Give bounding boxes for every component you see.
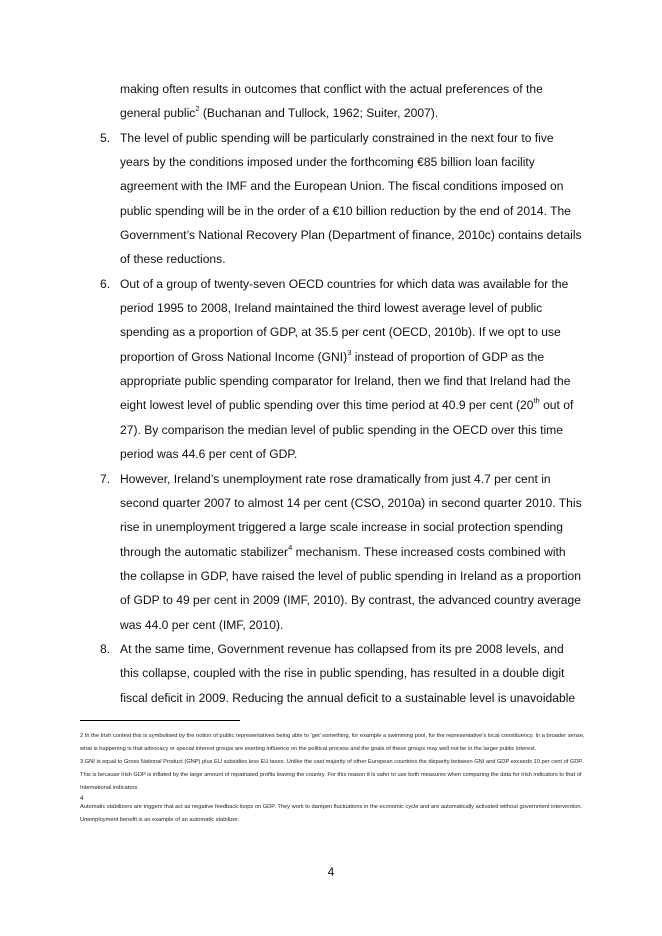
continuation-citation: (Buchanan and Tullock, 1962; Suiter, 2007). — [199, 106, 439, 121]
footnote-mark: 3 — [80, 759, 84, 765]
list-item-text: However, Ireland’s unemployment rate rose dramatically from just 4.7 per cent in second quarter 2007 to almost 14 per cent (CSO, 2010a) in second quarter 2010. This rise in unemployment triggered a large scale increase in social protection spending through the automatic stabilizer — [120, 471, 582, 559]
footnote-text: GNI is equal to Gross National Product (GNP) plus EU subsidies less EU taxes. Unlike the vast majority of other European countries the disparity between GNI and GDP exceeds 10 per cent of GDP. This is because Irish GDP is inflated by the large amount of repatriated profits leaving the country. For this reason it is safer to use both measures when comparing the data for Irish indicators to that of International indicators. — [80, 759, 584, 791]
list-number: 7. — [100, 471, 111, 486]
footnote-mark: 2 — [80, 733, 84, 739]
list-number: 5. — [100, 130, 111, 145]
footnote-4 — [80, 795, 586, 827]
continuation-paragraph — [120, 77, 582, 126]
list-item-5 — [100, 126, 582, 272]
footnote-text: Automatic stabilizers are triggers that act as negative feedback loops on GDP. They work to dampen fluctuations in the economic cycle and are automatically activated without government intervention. Unemployment benefit is an example of an automatic stabilizer. — [80, 804, 583, 823]
footnote-mark: 4 — [80, 795, 84, 802]
list-item-8 — [100, 637, 582, 710]
footnote-3 — [80, 756, 586, 795]
list-item-text: Out of a group of twenty-seven OECD countries for which data was available for the period 1995 to 2008, Ireland maintained the third lowest average level of public spending as a proportion of GDP, at 35.5 per cent (OECD, 2010b). If we opt to use proportion of Gross National Income (GNI) — [120, 276, 569, 364]
list-item-text: At the same time, Government revenue has collapsed from its pre 2008 levels, and this collapse, coupled with the rise in public spending, has resulted in a double digit fiscal deficit in 2009. Reducing the annual deficit to a sustainable level is unavoidable — [120, 641, 576, 705]
list-item-7 — [100, 467, 582, 637]
footnote-text: In the Irish context this is symbolised by the notion of public representatives being able to ‘get’ something, for example a swimming pool, for the representative’s local constituency. In a broader sense, what is happening is that advocacy or special interest groups are exerting influence on the political process and the goals of these groups may well not be in the larger public interest. — [80, 733, 585, 752]
continuation-text: making often results in outcomes that conflict with the actual preferences of the general public — [120, 82, 543, 121]
footnote-ref-4: 4 — [288, 542, 293, 552]
page-number: 4 — [327, 865, 335, 879]
footnotes — [80, 730, 586, 827]
footnote-2 — [80, 730, 586, 756]
body-text — [100, 77, 582, 710]
list-item-text: instead of proportion of GDP as the appropriate public spending comparator for Ireland, then we find that Ireland had the eight lowest level of public spending over this time period at 40.9 per cent (20 — [120, 349, 571, 413]
list-number: 6. — [100, 276, 111, 291]
ordinal-suffix: th — [533, 396, 540, 406]
list-item-text: The level of public spending will be particularly constrained in the next four to five years by the conditions imposed under the forthcoming €85 billion loan facility agreement with the IMF and the European Union. The fiscal conditions imposed on public spending will be in the order of a €10 billion reduction by the end of 2014. The Government’s National Recovery Plan (Department of finance, 2010c) contains details of these reductions. — [120, 130, 582, 267]
list-item-text: out of 27). By comparison the median level of public spending in the OECD over this time period was 44.6 per cent of GDP. — [120, 398, 574, 462]
footnote-ref-2: 2 — [195, 104, 200, 114]
list-item-text: mechanism. These increased costs combined with the collapse in GDP, have raised the level of public spending in Ireland as a proportion of GDP to 49 per cent in 2009 (IMF, 2010). By contrast, the advanced country average was 44.0 per cent (IMF, 2010). — [120, 544, 581, 632]
list-number: 8. — [100, 641, 111, 656]
list-item-6 — [100, 272, 582, 467]
footnote-separator — [80, 720, 240, 721]
footnote-ref-3: 3 — [347, 347, 352, 357]
